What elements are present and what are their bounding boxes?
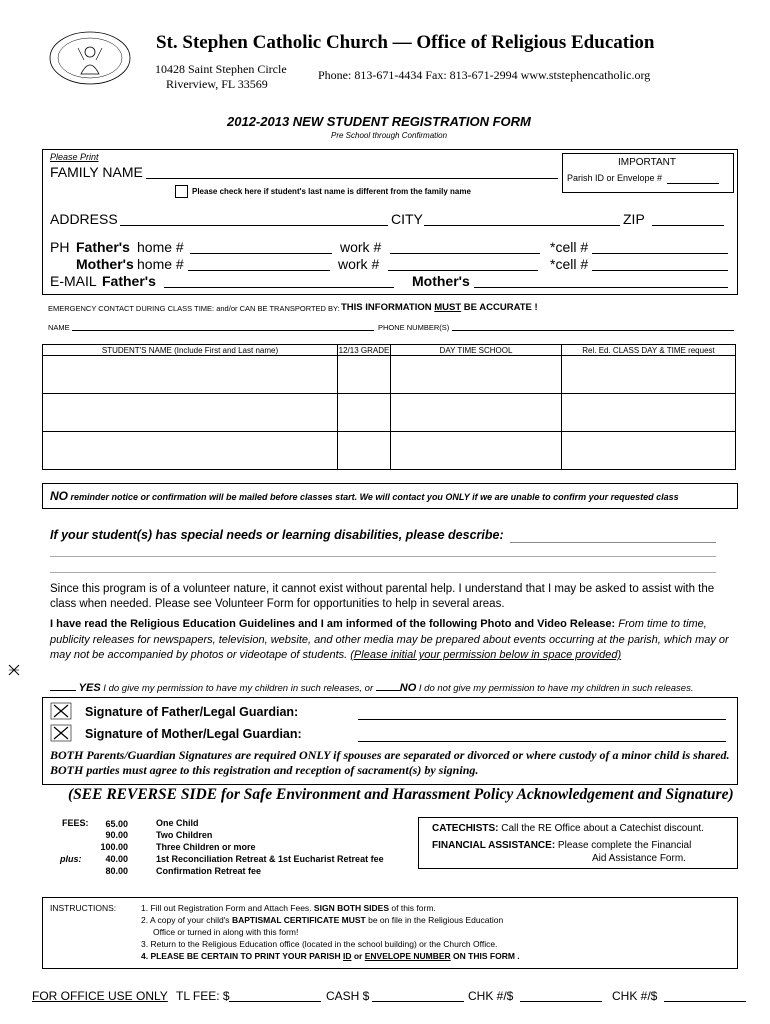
instruction-3: 3. Return to the Religious Education office (located in the school building) or the Church Office. <box>141 939 498 949</box>
students-table <box>42 344 736 470</box>
emergency-phone-field[interactable] <box>452 330 734 331</box>
check-1-field[interactable] <box>520 1001 602 1002</box>
i1c: of this form. <box>389 903 436 913</box>
fee-desc: Two Children <box>156 830 213 840</box>
special-needs-field-3[interactable] <box>50 572 716 573</box>
catechist-line <box>432 823 704 834</box>
page-title: St. Stephen Catholic Church — Office of Religious Education <box>156 32 655 53</box>
yes-initial-field[interactable] <box>50 678 76 691</box>
family-name-label: FAMILY NAME <box>50 164 143 180</box>
cell[interactable] <box>43 356 338 394</box>
instruction-2 <box>141 915 503 925</box>
scissors-mark-icon <box>8 664 20 676</box>
cash-label: CASH $ <box>326 989 370 1003</box>
accurate-notice <box>341 302 538 313</box>
father-email-field[interactable] <box>164 287 394 288</box>
i2b: BAPTISMAL CERTIFICATE MUST <box>231 915 366 925</box>
address-label: ADDRESS <box>50 211 118 227</box>
fee-amount: 80.00 <box>105 866 128 876</box>
accurate-pre: THIS INFORMATION <box>341 302 435 313</box>
cell[interactable] <box>562 356 736 394</box>
city-label: CITY <box>391 211 423 227</box>
col-class-request: Rel. Ed. CLASS DAY & TIME request <box>562 345 736 356</box>
fees-label: FEES: <box>62 818 89 828</box>
address-line-2: Riverview, FL 33569 <box>166 77 268 91</box>
contact-info: Phone: 813-671-4434 Fax: 813-671-2994 www.ststephencatholic.org <box>318 68 651 82</box>
mother-signature-field[interactable] <box>358 741 726 742</box>
instructions-label: INSTRUCTIONS: <box>50 903 117 913</box>
mother-home-label: home # <box>137 256 184 272</box>
accurate-post: BE ACCURATE ! <box>461 302 538 313</box>
check-2-label: CHK #/$ <box>612 989 658 1003</box>
release-text <box>50 617 740 664</box>
father-signature-label: Signature of Father/Legal Guardian: <box>85 705 299 719</box>
i2c: be on file in the Religious Education <box>365 915 504 925</box>
special-needs-label: If your student(s) has special needs or learning disabilities, please describe: <box>50 528 504 542</box>
form-title: 2012-2013 NEW STUDENT REGISTRATION FORM <box>227 114 531 129</box>
check-2-field[interactable] <box>664 1001 746 1002</box>
zip-field[interactable] <box>652 225 724 226</box>
fees-plus-label: plus: <box>60 854 82 864</box>
i4b: ID <box>342 951 352 961</box>
no-label: NO <box>399 682 417 694</box>
fee-amount: 90.00 <box>105 830 128 840</box>
permission-line <box>50 678 693 694</box>
notice-text <box>50 489 679 503</box>
release-italic: From time to time, publicity releases for newspapers, television, website, and other media may be prepared about events occurring at the parish, which may or may not be accompanied by photos or videotape of students. <box>50 618 729 661</box>
cell[interactable] <box>338 356 391 394</box>
mother-home-field[interactable] <box>188 270 330 271</box>
last-name-checkbox[interactable] <box>175 185 188 198</box>
i2a: 2. A copy of your child's <box>141 915 232 925</box>
signature-x-icon <box>50 724 72 742</box>
catechist-text: Call the RE Office about a Catechist discount. <box>498 823 704 834</box>
mother-signature-label: Signature of Mother/Legal Guardian: <box>85 727 302 741</box>
parish-seal-logo <box>48 30 132 86</box>
instruction-2-cont: Office or turned in along with this form! <box>153 927 299 937</box>
emergency-phone-label: PHONE NUMBER(S) <box>378 323 450 332</box>
reverse-side-note: (SEE REVERSE SIDE for Safe Environment and Harassment Policy Acknowledgement and Signature) <box>68 786 734 803</box>
fee-desc: One Child <box>156 818 199 828</box>
fee-amount: 65.00 <box>105 819 128 829</box>
table-header-row <box>43 345 736 356</box>
instruction-4 <box>141 951 520 961</box>
col-student-name: STUDENT'S NAME (Include First and Last name) <box>43 345 338 356</box>
cell[interactable] <box>562 432 736 470</box>
notice-no: NO <box>50 489 68 503</box>
i4d: ENVELOPE NUMBER <box>364 951 451 961</box>
financial-line <box>432 840 691 851</box>
parish-id-label: Parish ID or Envelope # <box>567 173 663 183</box>
check-1-label: CHK #/$ <box>468 989 514 1003</box>
cell[interactable] <box>562 394 736 432</box>
i1a: 1. Fill out Registration Form and Attach Fees. <box>141 903 314 913</box>
signature-x-icon <box>50 702 72 720</box>
special-needs-field-1[interactable] <box>510 542 716 543</box>
mother-email-field[interactable] <box>474 287 728 288</box>
mother-work-field[interactable] <box>388 270 538 271</box>
emergency-label: EMERGENCY CONTACT DURING CLASS TIME: and/or CAN BE TRANSPORTED BY: <box>48 304 340 313</box>
accurate-must: MUST <box>434 302 462 313</box>
cell[interactable] <box>43 432 338 470</box>
email-mothers-label: Mother's <box>412 273 470 289</box>
no-initial-field[interactable] <box>376 678 400 691</box>
father-work-field[interactable] <box>390 253 540 254</box>
tl-fee-label: TL FEE: $ <box>176 989 230 1003</box>
instruction-1 <box>141 903 436 913</box>
emergency-name-label: NAME <box>48 323 70 332</box>
notice-body: reminder notice or confirmation will be mailed before classes start. We will contact you ONLY if we are unable to confirm your requested class <box>68 492 679 502</box>
mother-work-label: work # <box>338 256 380 272</box>
cell[interactable] <box>43 394 338 432</box>
father-home-label: home # <box>137 239 184 255</box>
fee-amount: 100.00 <box>100 842 128 852</box>
financial-text: Please complete the Financial <box>555 840 692 851</box>
i1b: SIGN BOTH SIDES <box>313 903 390 913</box>
release-bold: I have read the Religious Education Guidelines and I am informed of the following Photo and Video Release: <box>50 618 616 630</box>
fee-amount: 40.00 <box>105 854 128 864</box>
yes-text: I do give my permission to have my children in such releases, or <box>100 683 376 694</box>
address-line-1: 10428 Saint Stephen Circle <box>155 62 287 76</box>
release-underlined: (Please initial your permission below in space provided) <box>350 649 622 661</box>
family-name-field[interactable] <box>146 178 558 179</box>
fee-desc: Three Children or more <box>156 842 256 852</box>
please-print-label: Please Print <box>50 152 99 162</box>
zip-label: ZIP <box>623 211 645 227</box>
cell[interactable] <box>391 432 562 470</box>
col-grade: 12/13 GRADE <box>338 345 390 355</box>
father-cell-field[interactable] <box>592 253 728 254</box>
catechist-label: CATECHISTS: <box>432 823 499 834</box>
fee-desc: 1st Reconciliation Retreat & 1st Eucharist Retreat fee <box>156 854 384 864</box>
mothers-label: Mother's <box>76 256 134 272</box>
email-fathers-label: Father's <box>102 273 156 289</box>
financial-text-2: Aid Assistance Form. <box>592 853 686 864</box>
fathers-label: Father's <box>76 239 130 255</box>
fee-desc: Confirmation Retreat fee <box>156 866 262 876</box>
i4e: ON THIS FORM . <box>450 951 520 961</box>
volunteer-text: Since this program is of a volunteer nature, it cannot exist without parental help. I understand that I may be asked to assist with the class when needed. Please see Volunteer Form for opportunities to help in several areas. <box>50 583 715 610</box>
i4a: 4. PLEASE BE CERTAIN TO PRINT YOUR PARISH <box>141 951 343 961</box>
both-signatures-note: BOTH Parents/Guardian Signatures are required ONLY if spouses are separated or divorced or where custody of a minor child is shared. BOTH parties must agree to this registration and reception of sacrament(s) by signing. <box>50 748 730 777</box>
cell[interactable] <box>338 394 391 432</box>
parish-id-field[interactable] <box>667 183 719 184</box>
table-row <box>43 432 736 470</box>
cell[interactable] <box>338 432 391 470</box>
office-use-label: FOR OFFICE USE ONLY <box>32 989 168 1003</box>
father-home-field[interactable] <box>190 253 332 254</box>
special-needs-field-2[interactable] <box>50 556 716 557</box>
father-work-label: work # <box>340 239 382 255</box>
cell[interactable] <box>391 356 562 394</box>
financial-label: FINANCIAL ASSISTANCE: <box>432 840 556 851</box>
i4c: or <box>351 951 365 961</box>
cash-field[interactable] <box>372 1001 464 1002</box>
father-signature-field[interactable] <box>358 719 726 720</box>
address-field[interactable] <box>120 225 388 226</box>
important-label: IMPORTANT <box>618 157 676 168</box>
cell[interactable] <box>391 394 562 432</box>
mother-cell-field[interactable] <box>592 270 728 271</box>
father-cell-label: *cell # <box>550 239 589 255</box>
col-school: DAY TIME SCHOOL <box>391 345 562 356</box>
city-field[interactable] <box>424 225 620 226</box>
emergency-name-field[interactable] <box>72 330 374 331</box>
form-subtitle: Pre School through Confirmation <box>331 131 448 140</box>
yes-label: YES <box>78 682 101 694</box>
checkbox-label: Please check here if student's last name is different from the family name <box>192 187 471 196</box>
email-label: E-MAIL <box>50 273 97 289</box>
mother-cell-label: *cell # <box>550 256 589 272</box>
phone-label: PH <box>50 239 70 255</box>
no-text: I do not give my permission to have my children in such releases. <box>416 683 694 694</box>
table-row <box>43 394 736 432</box>
table-row <box>43 356 736 394</box>
tl-fee-field[interactable] <box>229 1001 321 1002</box>
